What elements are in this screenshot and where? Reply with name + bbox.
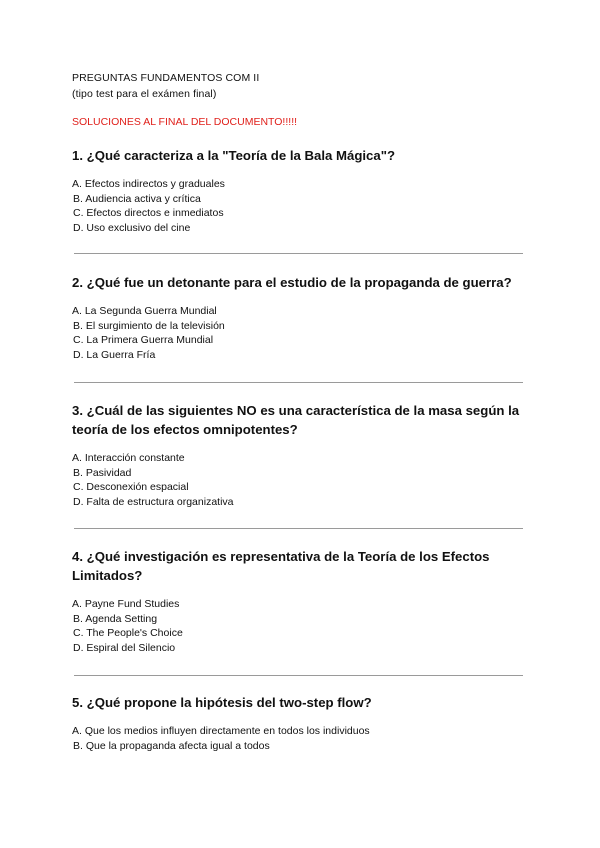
option-a: A. Interacción constante [72, 452, 185, 464]
option-a: A. La Segunda Guerra Mundial [72, 305, 217, 317]
options-list [72, 451, 532, 509]
option-d: D. Falta de estructura organizativa [73, 495, 234, 508]
options-list [72, 597, 532, 655]
option-a: A. Que los medios influyen directamente en todos los individuos [72, 725, 370, 737]
option-d: D. Espiral del Silencio [73, 641, 176, 654]
option-b: B. Agenda Setting [73, 612, 158, 625]
divider [74, 675, 523, 676]
divider [74, 253, 523, 254]
question-4 [72, 547, 532, 655]
question-title: 1. ¿Qué caracteriza a la "Teoría de la Bala Mágica"? [72, 148, 396, 163]
options-list [72, 177, 532, 235]
question-2 [72, 273, 532, 362]
question-title: 5. ¿Qué propone la hipótesis del two-step flow? [72, 695, 372, 710]
option-c: C. The People's Choice [73, 627, 183, 640]
divider [74, 528, 523, 529]
document-title: PREGUNTAS FUNDAMENTOS COM II [72, 72, 260, 84]
options-list [72, 724, 532, 753]
option-c: C. La Primera Guerra Mundial [73, 334, 214, 347]
question-title: 4. ¿Qué investigación es representativa de la Teoría de los Efectos Limitados? [72, 549, 490, 583]
option-b: B. El surgimiento de la televisión [73, 319, 225, 332]
question-5 [72, 693, 532, 753]
divider [74, 382, 523, 383]
solutions-note: SOLUCIONES AL FINAL DEL DOCUMENTO!!!!! [72, 116, 298, 128]
option-c: C. Efectos directos e inmediatos [73, 207, 224, 220]
question-title: 3. ¿Cuál de las siguientes NO es una característica de la masa según la teoría de los efectos omnipotentes? [72, 403, 520, 437]
option-b: B. Audiencia activa y crítica [73, 192, 201, 205]
option-d: D. La Guerra Fría [73, 348, 156, 361]
question-3 [72, 401, 532, 509]
option-b: B. Que la propaganda afecta igual a todos [73, 739, 270, 752]
option-a: A. Payne Fund Studies [72, 598, 180, 610]
document-subtitle: (tipo test para el exámen final) [72, 88, 217, 100]
option-d: D. Uso exclusivo del cine [73, 221, 191, 234]
question-1 [72, 146, 532, 235]
question-title: 2. ¿Qué fue un detonante para el estudio de la propaganda de guerra? [72, 275, 512, 290]
option-b: B. Pasividad [73, 466, 132, 479]
options-list [72, 304, 532, 362]
option-c: C. Desconexión espacial [73, 481, 189, 494]
option-a: A. Efectos indirectos y graduales [72, 178, 225, 190]
